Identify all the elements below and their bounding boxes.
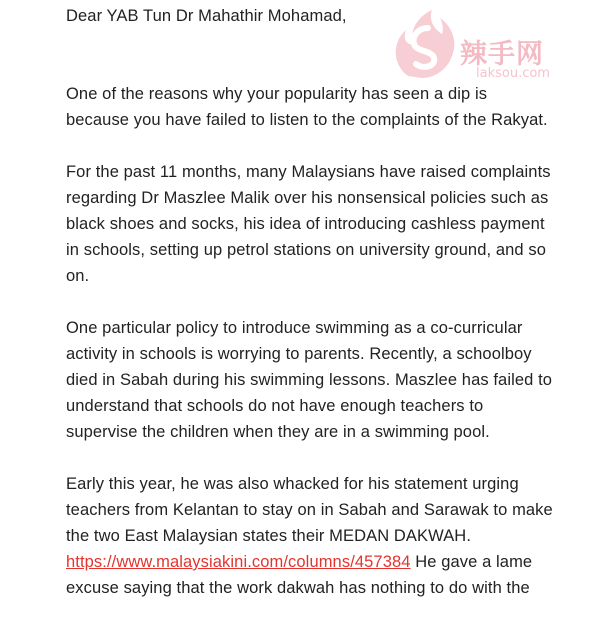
paragraph-line: understand that schools do not have enough teachers to: [66, 397, 484, 415]
link-trailing-text: He gave a lame: [410, 553, 533, 571]
paragraph-line: Early this year, he was also whacked for his statement urging: [66, 475, 519, 493]
paragraph-line: For the past 11 months, many Malaysians have raised complaints: [66, 163, 551, 181]
watermark-title: 辣手网: [460, 39, 544, 70]
paragraph-3: [66, 315, 586, 445]
paragraph-1: [66, 81, 586, 133]
paragraph-line-with-link: [66, 549, 586, 575]
paragraph-line: One of the reasons why your popularity has seen a dip is: [66, 85, 488, 103]
watermark-url: laksou.com: [476, 66, 550, 81]
paragraph-line: activity in schools is worrying to parents. Recently, a schoolboy: [66, 345, 532, 363]
letter-body: [66, 3, 586, 627]
paragraph-line: black shoes and socks, his idea of introducing cashless payment: [66, 215, 545, 233]
salutation: Dear YAB Tun Dr Mahathir Mohamad,: [66, 7, 347, 25]
paragraph-line: regarding Dr Maszlee Malik over his nonsensical policies such as: [66, 189, 549, 207]
paragraph-line: the two East Malaysian states their MEDAN DAKWAH.: [66, 527, 472, 545]
paragraph-line: because you have failed to listen to the complaints of the Rakyat.: [66, 111, 548, 129]
paragraph-4: [66, 471, 586, 601]
paragraph-line: supervise the children when they are in a swimming pool.: [66, 423, 490, 441]
paragraph-line: teachers from Kelantan to stay on in Sabah and Sarawak to make: [66, 501, 553, 519]
paragraph-line: died in Sabah during his swimming lessons. Maszlee has failed to: [66, 371, 553, 389]
paragraph-line: on.: [66, 267, 90, 285]
paragraph-line: in schools, setting up petrol stations on university ground, and so: [66, 241, 546, 259]
paragraph-line: excuse saying that the work dakwah has nothing to do with the: [66, 579, 530, 597]
malaysiakini-link[interactable]: https://www.malaysiakini.com/columns/457384: [66, 553, 411, 571]
paragraph-line: One particular policy to introduce swimming as a co-curricular: [66, 319, 523, 337]
paragraph-2: [66, 159, 586, 289]
